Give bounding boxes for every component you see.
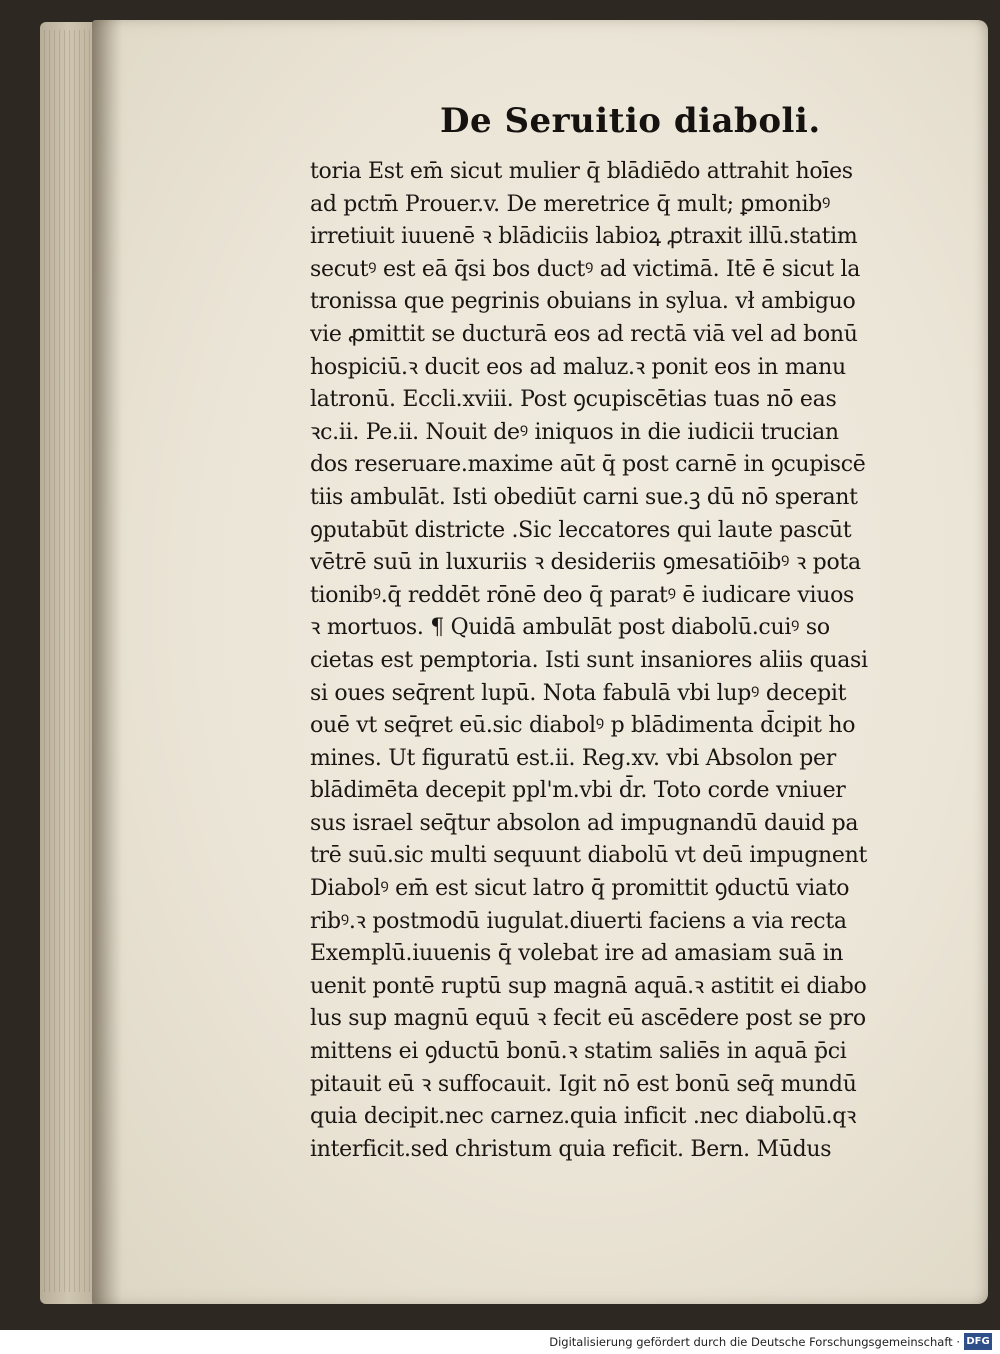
- text-line: tronissa que pegrinis obuians in sylua. vł ambiguo: [310, 289, 856, 315]
- text-line: ribꝰ.ꝛ postmodū iugulat.diuerti faciens a via recta: [310, 908, 847, 934]
- dfg-logo: DFG: [964, 1333, 992, 1350]
- text-line: tiis ambulāt. Isti obediūt carni sue.ꝫ dū nō sperant: [310, 484, 858, 510]
- text-line: tionibꝰ.q̄ reddēt rōnē deo q̄ paratꝰ ē iudicare viuos: [310, 582, 855, 608]
- text-line: dos reseruare.maxime aūt q̄ post carnē in ꝯcupiscē: [310, 452, 866, 478]
- text-line: sus israel seq̄tur absolon ad impugnandū dauid pa: [310, 810, 859, 836]
- text-line: lus sup magnū equū ꝛ fecit eū ascēdere post se pro: [310, 1006, 866, 1032]
- text-line: interficit.sed christum quia reficit. Bern. Mūdus: [310, 1136, 832, 1162]
- footer-bar: [0, 1330, 1000, 1354]
- text-line: ꝛ mortuos. ¶ Quidā ambulāt post diabolū.cuiꝰ so: [310, 615, 830, 641]
- text-line: ouē vt seq̄ret eū.sic diabolꝰ p blādimenta d̄cipit ho: [310, 713, 856, 739]
- text-line: Diabolꝰ em̄ est sicut latro q̄ promittit ꝯductū viato: [310, 876, 850, 902]
- text-line: ad pctm̄ Prouer.v. De meretrice q̄ mult; ꝑmonibꝰ: [310, 191, 831, 217]
- text-line: si oues seq̄rent lupū. Nota fabulā vbi lupꝰ decepit: [310, 680, 847, 706]
- text-line: secutꝰ est eā q̄si bos ductꝰ ad victimā. Itē ē sicut la: [310, 256, 861, 282]
- text-line: pitauit eū ꝛ suffocauit. Igit nō est bonū seq̄ mundū: [310, 1071, 857, 1097]
- text-line: vētrē suū in luxuriis ꝛ desideriis ꝯmesatiōibꝰ ꝛ pota: [310, 550, 861, 576]
- running-head: De Seruitio diaboli.: [440, 101, 821, 141]
- text-line: vie ꝓmittit se ducturā eos ad rectā viā vel ad bonū: [310, 321, 858, 347]
- text-line: mines. Ut figuratū est.ii. Reg.xv. vbi Absolon per: [310, 745, 836, 771]
- text-line: ꝛc.ii. Pe.ii. Nouit deꝰ iniquos in die iudicii trucian: [310, 419, 839, 445]
- text-line: uenit pontē ruptū sup magnā aquā.ꝛ astitit ei diabo: [310, 973, 867, 999]
- text-line: toria Est em̄ sicut mulier q̄ blādiēdo attrahit hoīes: [310, 159, 853, 184]
- text-line: mittens ei ꝯductū bonū.ꝛ statim saliēs in aquā p̄ci: [310, 1039, 847, 1065]
- text-line: blādimēta decepit ppl'm.vbi d̄r. Toto corde vniuer: [310, 778, 846, 804]
- text-line: Exemplū.iuuenis q̄ volebat ire ad amasiam suā in: [310, 941, 844, 967]
- text-line: irretiuit iuuenē ꝛ blādiciis labioꝝ ꝓtraxit illū.statim: [310, 224, 858, 250]
- text-line: hospiciū.ꝛ ducit eos ad maluz.ꝛ ponit eos in manu: [310, 354, 846, 380]
- funding-credit: Digitalisierung gefördert durch die Deutsche Forschungsgemeinschaft ·: [549, 1335, 960, 1349]
- text-line: quia decipit.nec carnez.quia inficit .nec diabolū.qꝛ: [310, 1104, 857, 1130]
- gutter-shadow: [92, 20, 122, 1304]
- text-line: trē suū.sic multi sequunt diabolū vt deū impugnent: [310, 843, 868, 869]
- text-line: latronū. Eccli.xviii. Post ꝯcupiscētias tuas nō eas: [310, 387, 837, 413]
- text-block: [310, 156, 968, 1166]
- text-line: ꝯputabūt districte .Sic leccatores qui laute pascūt: [310, 517, 852, 543]
- text-line: cietas est pemptoria. Isti sunt insaniores aliis quasi: [310, 647, 868, 673]
